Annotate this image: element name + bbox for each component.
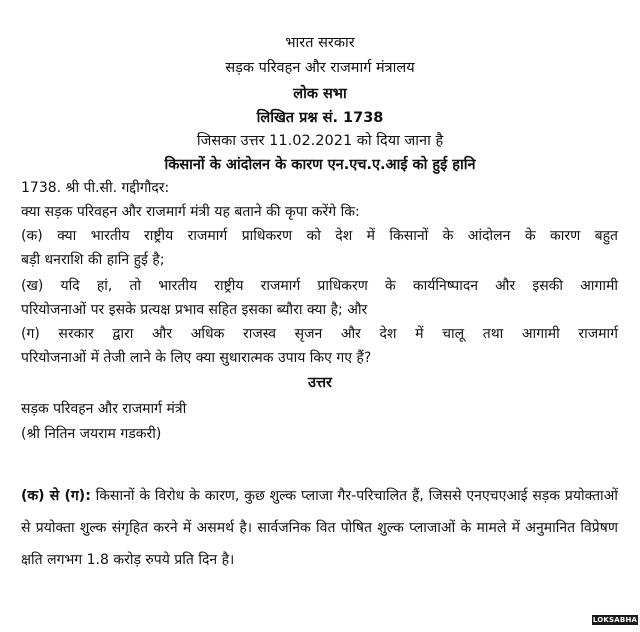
question-part-kha-line2: परियोजनाओं पर इसके प्रत्यक्ष प्रभाव सहित इसका ब्यौरा क्या है; और	[21, 302, 368, 318]
questioner: 1738. श्री पी.सी. गद्दीगौदर:	[21, 180, 170, 196]
question-part-ka-line1: (क) क्या भारतीय राष्ट्रीय राजमार्ग प्राधिकरण को देश में किसानों के आंदोलन के कारण बहुत	[21, 228, 618, 244]
question-part-ga-line2: परियोजनाओं में तेजी लाने के लिए क्या सुधारात्मक उपाय किए गए हैं?	[21, 350, 372, 366]
answer-label: (क) से (ग):	[21, 488, 91, 504]
minister-name: (श्री नितिन जयराम गडकरी)	[21, 426, 162, 442]
ministry-heading: सड़क परिवहन और राजमार्ग मंत्रालय	[225, 60, 415, 76]
question-intro: क्या सड़क परिवहन और राजमार्ग मंत्री यह बताने की कृपा करेंगे कि:	[21, 204, 360, 220]
loksabha-watermark: LOKSABHA	[592, 616, 638, 624]
subject-title: किसानों के आंदोलन के कारण एन.एच.ए.आई को हुई हानि	[164, 157, 476, 173]
question-part-kha-line1: (ख) यदि हां, तो भारतीय राष्ट्रीय राजमार्ग प्राधिकरण के कार्यनिष्पादन और इसकी आगामी	[21, 278, 618, 294]
answer-text: किसानों के विरोध के कारण, कुछ शुल्क प्लाजा गैर-परिचालित हैं, जिससे एनएचएआई सड़क प्रयोक्ताओं से प्रयोक्ता शुल्क संगृहित करने में असमर्थ है। सार्वजनिक वित पोषित शुल्क प्लाजाओं के मामले में अनुमानित विप्रेषण क्षति लगभग 1.8 करोड़ रुपये प्रति दिन है।	[21, 488, 618, 568]
government-heading: भारत सरकार	[285, 35, 355, 51]
answer-body	[21, 480, 618, 576]
question-part-ka-line2: बड़ी धनराशि की हानि हुई है;	[21, 252, 165, 268]
house-heading: लोक सभा	[293, 86, 347, 102]
question-number: लिखित प्रश्न सं. 1738	[256, 110, 384, 126]
question-part-ga-line1: (ग) सरकार द्वारा और अधिक राजस्व सृजन और देश में चालू तथा आगामी राजमार्ग	[21, 326, 618, 342]
minister-title: सड़क परिवहन और राजमार्ग मंत्री	[21, 401, 187, 417]
answer-date: जिसका उत्तर 11.02.2021 को दिया जाना है	[196, 133, 444, 149]
answer-heading: उत्तर	[308, 375, 332, 391]
